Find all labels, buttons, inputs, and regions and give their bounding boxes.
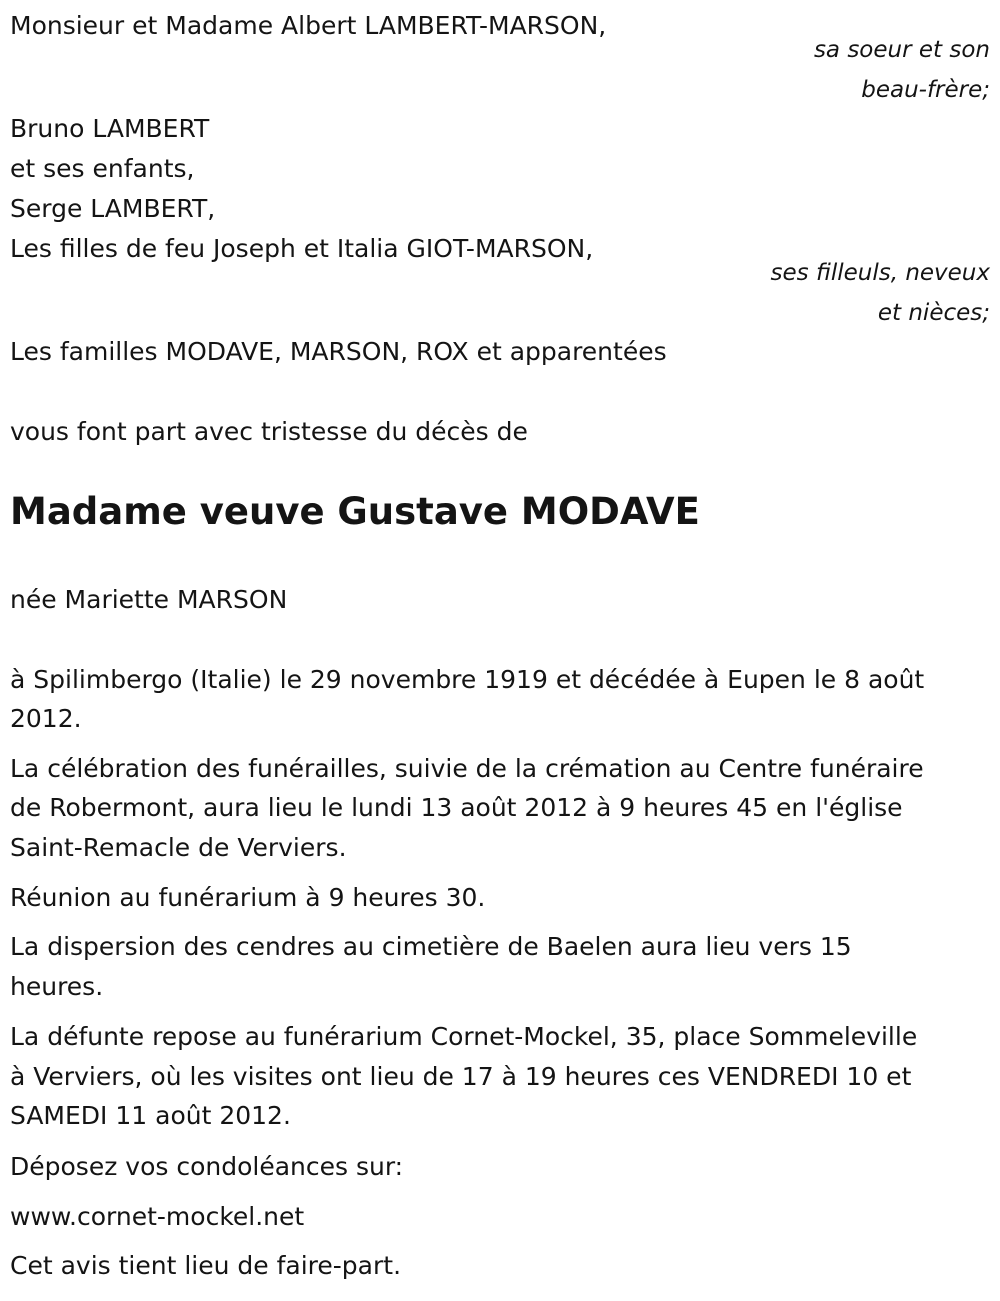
visitation-line: SAMEDI 11 août 2012. [10, 1101, 291, 1130]
birth-death-line: 2012. [10, 704, 82, 733]
ceremony-line: Saint-Remacle de Verviers. [10, 833, 347, 862]
condolences-label: Déposez vos condoléances sur: [10, 1152, 404, 1181]
relation-note: sa soeur et son [813, 37, 990, 63]
closing-line: Cet avis tient lieu de faire-part. [10, 1251, 402, 1280]
ceremony-line: de Robermont, aura lieu le lundi 13 août 2012 à 9 heures 45 en l'église [10, 793, 903, 822]
ceremony-line: La célébration des funérailles, suivie de la crémation au Centre funéraire [10, 754, 924, 783]
family-line: Monsieur et Madame Albert LAMBERT-MARSON, [10, 11, 607, 40]
family-line: et ses enfants, [10, 154, 195, 183]
relation-note: beau-frère; [861, 77, 990, 103]
relation-note: ses filleuls, neveux [770, 260, 990, 286]
meeting-line: Réunion au funérarium à 9 heures 30. [10, 883, 486, 912]
website-text: www.cornet-mockel.net [10, 1202, 305, 1231]
birth-death-line: à Spilimbergo (Italie) le 29 novembre 1919 et décédée à Eupen le 8 août [10, 665, 925, 694]
visitation-line: La défunte repose au funérarium Cornet-Mockel, 35, place Sommeleville [10, 1022, 918, 1051]
ashes-line: La dispersion des cendres au cimetière de Baelen aura lieu vers 15 [10, 932, 852, 961]
family-line: Serge LAMBERT, [10, 194, 216, 223]
families-line: Les familles MODAVE, MARSON, ROX et apparentées [10, 337, 667, 366]
announcement-line: vous font part avec tristesse du décès de [10, 417, 528, 446]
deceased-name: Madame veuve Gustave MODAVE [10, 490, 700, 533]
family-line: Les filles de feu Joseph et Italia GIOT-MARSON, [10, 234, 594, 263]
family-line: Bruno LAMBERT [10, 114, 210, 143]
maiden-name: née Mariette MARSON [10, 585, 288, 614]
relation-note: et nièces; [877, 300, 990, 326]
visitation-line: à Verviers, où les visites ont lieu de 17 à 19 heures ces VENDREDI 10 et [10, 1062, 912, 1091]
ashes-line: heures. [10, 972, 104, 1001]
